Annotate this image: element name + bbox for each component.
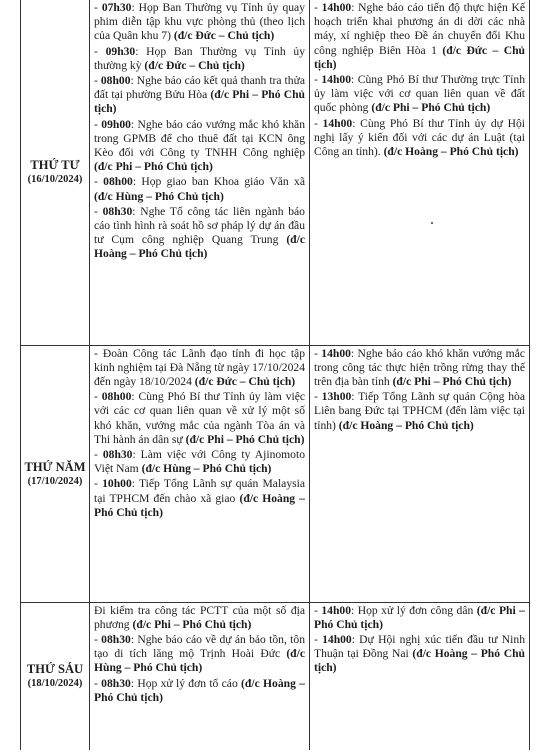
item-time: 07h30 bbox=[101, 1, 132, 14]
item-person: (đ/c Hoàng – Phó Chủ tịch) bbox=[338, 418, 474, 432]
speck-dot bbox=[431, 222, 433, 224]
item-text: : Nghe báo cáo về dự án bảo tồn, tôn tạo di tích lăng mộ Trịnh Hoài Đức bbox=[94, 632, 305, 661]
day-name: THỨ NĂM bbox=[24, 459, 86, 474]
schedule-item bbox=[94, 205, 305, 262]
item-prefix: - bbox=[314, 1, 322, 14]
item-prefix: - bbox=[94, 117, 102, 131]
item-text: : Nghe Tổ công tác liên ngành báo cáo tình hình rà soát hồ sơ pháp lý dự án đầu tư Cụm công nghiệp Quang Trung bbox=[94, 204, 305, 247]
item-text: : Cùng Phó Bí thư Tỉnh ủy làm việc với các cơ quan liên quan về xử lý một số khó khăn, vướng mắc của ngành Tòa án và Thi hành án dân sự bbox=[94, 390, 306, 446]
schedule-body bbox=[21, 0, 530, 750]
schedule-item bbox=[314, 604, 525, 632]
item-text: : Họp giao ban Khoa giáo Văn xã bbox=[132, 175, 305, 189]
schedule-table bbox=[20, 0, 530, 750]
schedule-item bbox=[314, 73, 525, 116]
item-prefix: - bbox=[314, 346, 322, 360]
afternoon-cell bbox=[310, 602, 530, 750]
item-time: 14h00 bbox=[321, 603, 351, 617]
item-prefix: - bbox=[94, 676, 102, 690]
item-text: : Nghe báo cáo vướng mắc khó khăn trong GPMB để cho thuê đất tại KCN ông Kèo đối với Công ty TNHH Công nghiệp bbox=[94, 117, 305, 160]
schedule-item bbox=[94, 45, 305, 73]
item-text: Đi kiểm tra công tác PCTT của một số địa phương bbox=[94, 603, 305, 631]
item-person: (đ/c Hùng – Phó Chủ tịch) bbox=[94, 189, 224, 203]
item-prefix: - bbox=[94, 477, 103, 491]
item-person: (đ/c Hoàng – Phó Chủ tịch) bbox=[314, 647, 525, 675]
item-person: (đ/c Đức – Chủ tịch) bbox=[314, 43, 526, 71]
morning-cell bbox=[90, 0, 310, 345]
item-prefix: - bbox=[314, 632, 323, 646]
schedule-item bbox=[94, 347, 305, 390]
schedule-item bbox=[94, 390, 305, 447]
day-row bbox=[21, 0, 530, 345]
item-person: (đ/c Đức – Chủ tịch) bbox=[144, 58, 245, 72]
day-date: (17/10/2024) bbox=[27, 475, 83, 487]
item-prefix: - bbox=[94, 44, 106, 58]
item-person: (đ/c Phi – Phó Chủ tịch) bbox=[314, 603, 525, 631]
item-text: : Tiếp Tổng Lãnh sự quán Malaysia tại TPHCM đến chào xã giao bbox=[94, 477, 305, 505]
schedule-item bbox=[94, 448, 305, 476]
item-text: : Cùng Phó Bí thư Tỉnh ủy dự Hội nghị lấy ý kiến đối với các dự án Luật (tại Công an tỉnh). bbox=[314, 116, 525, 159]
day-name: THỨ SÁU bbox=[26, 662, 84, 677]
item-text: : Tiếp Tổng Lãnh sự quán Cộng hòa Liên bang Đức tại TPHCM (đến làm việc tại tỉnh) bbox=[314, 390, 525, 432]
schedule-item bbox=[94, 677, 305, 705]
item-person: (đ/c Phi – Phó Chủ tịch) bbox=[94, 88, 305, 116]
schedule-item bbox=[314, 1, 525, 72]
item-time: 14h00 bbox=[322, 116, 353, 130]
item-person: (đ/c Phi – Phó Chủ tịch) bbox=[392, 374, 512, 388]
item-text: Đoàn Công tác Lãnh đạo tỉnh đi học tập kinh nghiệm tại Đà Nẵng từ ngày 17/10/2024 đến ngày 18/10/2024 bbox=[94, 346, 305, 388]
schedule-item bbox=[94, 1, 305, 44]
item-time: 13h00 bbox=[321, 390, 352, 404]
item-time: 08h30 bbox=[101, 632, 131, 646]
item-text: : Nghe báo cáo tiến độ thực hiện Kế hoạch triển khai phương án di dời các nhà máy, xí nghiệp theo Đề án chuyển đổi Khu công nghiệp Biên Hòa 1 bbox=[314, 1, 525, 57]
item-text: : Họp xử lý đơn công dân bbox=[351, 603, 477, 617]
item-time: 08h00 bbox=[103, 175, 133, 189]
schedule-item bbox=[94, 604, 305, 632]
item-person: (đ/c Hùng – Phó Chủ tịch) bbox=[141, 462, 272, 476]
item-person: (đ/c Phi – Phó Chủ tịch) bbox=[132, 617, 252, 631]
item-time: 14h00 bbox=[321, 1, 352, 14]
item-text: : Dự Hội nghị xúc tiến đầu tư Ninh Thuận tại Đồng Nai bbox=[314, 632, 525, 661]
day-cell bbox=[21, 602, 90, 750]
item-person: (đ/c Hoàng – Phó Chủ tịch) bbox=[94, 491, 305, 519]
afternoon-cell bbox=[310, 345, 530, 602]
item-time: 08h30 bbox=[101, 676, 131, 690]
item-time: 08h30 bbox=[102, 204, 133, 218]
item-text: : Làm việc với Công ty Ajinomoto Việt Nam bbox=[94, 447, 305, 476]
morning-cell bbox=[90, 345, 310, 602]
item-person: (đ/c Đức – Chủ tịch) bbox=[173, 29, 275, 43]
schedule-item bbox=[314, 633, 525, 676]
item-time: 09h30 bbox=[105, 44, 136, 58]
item-person: (đ/c Phi – Phó Chủ tịch) bbox=[185, 432, 305, 446]
day-row bbox=[21, 602, 530, 750]
day-cell bbox=[21, 345, 90, 602]
item-prefix: - bbox=[94, 175, 104, 189]
item-time: 14h00 bbox=[322, 632, 352, 646]
schedule-item bbox=[94, 118, 305, 175]
schedule-item bbox=[314, 347, 525, 390]
item-person: (đ/c Phi – Phó Chủ tịch) bbox=[94, 160, 213, 174]
item-prefix: - bbox=[94, 204, 103, 218]
item-prefix: - bbox=[94, 1, 102, 14]
item-prefix: - bbox=[314, 603, 322, 617]
item-prefix: - bbox=[94, 390, 102, 404]
item-person: (đ/c Hùng – Phó Chủ tịch) bbox=[94, 647, 305, 675]
item-time: 14h00 bbox=[321, 346, 351, 360]
item-prefix: - bbox=[94, 447, 103, 461]
item-person: (đ/c Hoàng – Phó Chủ tịch) bbox=[94, 676, 305, 704]
day-row bbox=[21, 345, 530, 602]
item-prefix: - bbox=[314, 116, 323, 130]
schedule-item bbox=[94, 477, 305, 520]
item-text: : Họp xử lý đơn tố cáo bbox=[130, 676, 242, 690]
item-prefix: - bbox=[314, 390, 322, 404]
item-person: (đ/c Hoàng – Phó Chủ tịch) bbox=[383, 145, 519, 159]
item-text: : Nghe báo cáo kết quả thanh tra thửa đất tại phường Bửu Hòa bbox=[94, 74, 306, 102]
item-time: 08h00 bbox=[101, 390, 132, 404]
item-text: : Họp Ban Thường vụ Tỉnh ủy quay phim diễn tập khu vực phòng thủ (theo lịch của Quân khu 7) bbox=[94, 1, 305, 43]
schedule-item bbox=[94, 175, 305, 203]
item-prefix: - bbox=[314, 73, 322, 87]
item-text: : Nghe báo cáo khó khăn vướng mắc trong công tác thực hiện trồng rừng thay thế trên địa bàn tỉnh bbox=[314, 346, 525, 388]
day-date: (16/10/2024) bbox=[27, 174, 83, 186]
item-person: (đ/c Phi – Phó Chủ tịch) bbox=[371, 101, 491, 115]
schedule-item bbox=[94, 74, 305, 117]
item-time: 08h00 bbox=[100, 74, 131, 88]
morning-cell bbox=[90, 602, 310, 750]
item-text: : Cùng Phó Bí thư Thường trực Tỉnh ủy làm việc với cơ quan liên quan về đất quốc phòng bbox=[314, 73, 525, 115]
item-person: (đ/c Hoàng – Phó Chủ tịch) bbox=[94, 233, 305, 261]
item-time: 10h00 bbox=[102, 477, 132, 491]
schedule-item bbox=[94, 633, 305, 676]
day-date: (18/10/2024) bbox=[27, 678, 83, 690]
item-prefix: - bbox=[94, 346, 103, 360]
item-time: 08h30 bbox=[102, 447, 133, 461]
item-time: 09h00 bbox=[101, 117, 131, 131]
item-person: (đ/c Đức – Chủ tịch) bbox=[194, 374, 296, 388]
schedule-item bbox=[314, 390, 525, 433]
day-cell bbox=[21, 0, 90, 345]
item-text: : Họp Ban Thường vụ Tỉnh ủy thường kỳ bbox=[94, 44, 305, 72]
schedule-item bbox=[314, 117, 525, 160]
item-prefix: - bbox=[94, 74, 101, 88]
afternoon-cell bbox=[310, 0, 530, 345]
item-prefix: - bbox=[94, 632, 102, 646]
day-name: THỨ TƯ bbox=[30, 158, 80, 173]
item-time: 14h00 bbox=[321, 73, 351, 87]
